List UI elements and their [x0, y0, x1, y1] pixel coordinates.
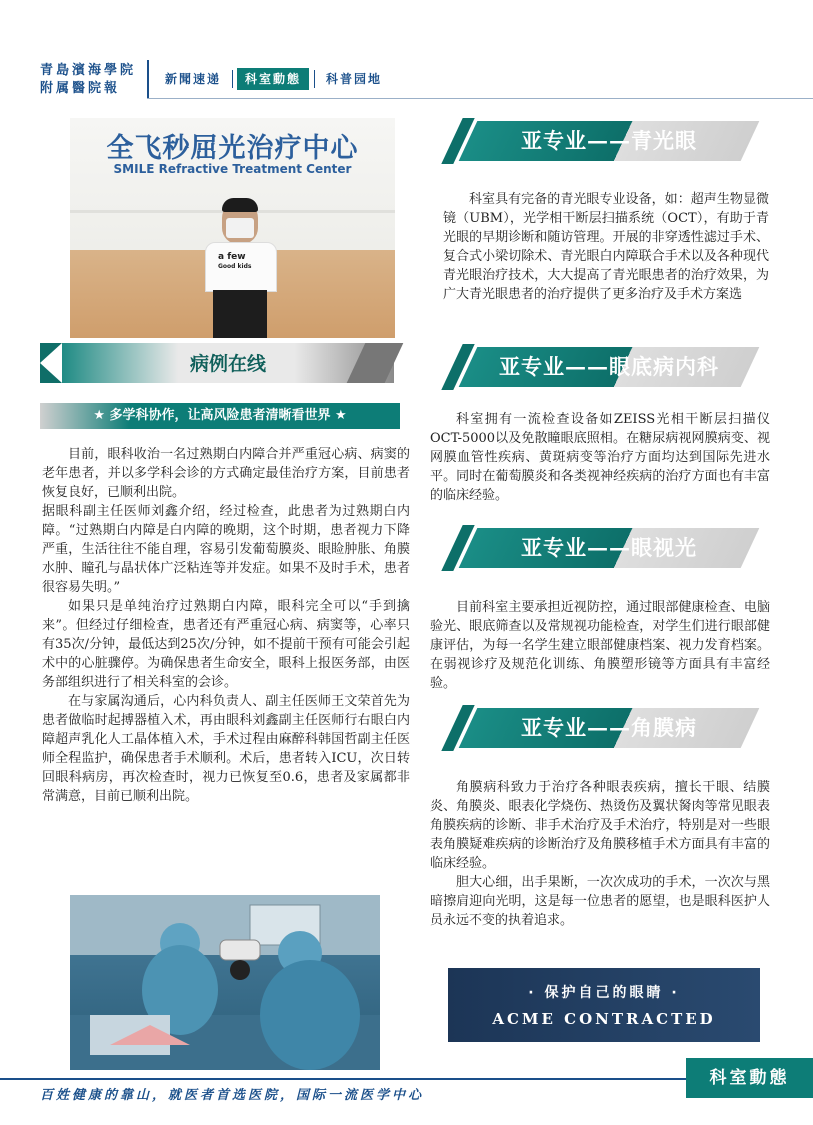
- brand-line-1: 青島濱海學院: [40, 63, 137, 78]
- case-paragraph-3: 如果只是单纯治疗过熟期白内障，眼科完全可以“手到擒来”。但经过仔细检查，患者还有严重冠心病、病窦等，心率只有35次/分钟，最低达到25次/分钟，如不提前干预有可能会引起术中的心脏骤停。为确保患者生命安全，眼科上报医务部，由医务部组织进行了相关科室的会诊。: [42, 599, 410, 690]
- section-text-cornea: [430, 778, 770, 930]
- footer-section-label: 科室動態: [709, 1068, 790, 1088]
- section-title-cornea: 亚专业——角膜病: [521, 715, 697, 740]
- section-title-glaucoma: 亚专业——青光眼: [521, 128, 697, 153]
- case-paragraph-2: 据眼科副主任医师刘鑫介绍，经过检查，此患者为过熟期白内障。“过熟期白内障是白内障的晚期，这个时期，患者视力下降严重，生活往往不能自理，容易引发葡萄膜炎、眼睑肿胀、角膜水肿、瞳孔与晶状体广泛粘连等并发症。如果不及时手术，患者很容易失明。”: [42, 504, 410, 595]
- case-banner-accent: [40, 363, 62, 383]
- section-title-optometry: 亚专业——眼视光: [521, 535, 697, 560]
- case-title: 病例在线: [189, 353, 266, 375]
- shirt-print-line-2: Good kids: [218, 263, 252, 270]
- surgery-photo: [70, 895, 380, 1070]
- glaucoma-paragraph: 科室具有完备的青光眼专业设备，如：超声生物显微镜（UBM），光学相干断层扫描系统（OCT），有助于青光眼的早期诊断和随访管理。开展的非穿透性滤过手术、复合式小梁切除术、青光眼白内障联合手术以及各种现代青光眼治疗技术，大大提高了青光眼患者的治疗效果，为广大青光眼患者的治疗提供了更多治疗及手术方案选: [443, 192, 769, 302]
- surgery-illustration: [70, 895, 380, 1070]
- cornea-paragraph-1: 角膜病科致力于治疗各种眼表疾病，擅长干眼、结膜炎、角膜炎、眼表化学烧伤、热烫伤及翼状胬肉等常见眼表角膜疾病的诊断、非手术治疗及手术治疗，特别是对一些眼表角膜疑难疾病的诊断治疗及角膜移植手术方面具有丰富的临床经验。: [430, 780, 770, 871]
- fundus-paragraph: 科室拥有一流检查设备如ZEISS光相干断层扫描仪OCT-5000以及免散瞳眼底照相。在糖尿病视网膜病变、视网膜血管性疾病、黄斑病变等治疗方面均达到国际先进水平。同时在葡萄膜炎和各类视神经疾病的治疗方面也有丰富的临床经验。: [430, 412, 770, 503]
- header-divider: [147, 60, 149, 98]
- nav-item-science[interactable]: 科普园地: [325, 72, 382, 86]
- section-title-fundus: 亚专业——眼底病内科: [499, 354, 719, 379]
- nav-item-news[interactable]: 新聞速递: [164, 72, 221, 86]
- nav-item-department[interactable]: 科室動態: [237, 68, 309, 90]
- shirt-print: [218, 252, 251, 272]
- case-paragraph-4: 在与家属沟通后，心内科负责人、副主任医师王文荣首先为患者做临时起搏器植入术，再由眼科刘鑫副主任医师行右眼白内障超声乳化人工晶体植入术，手术过程由麻醉科韩国哲副主任医师全程监护，确保患者手术顺利。术后，患者转入ICU，次日转回眼科病房，再次检查时，视力已恢复至0.6，患者及家属都非常满意，目前已顺利出院。: [42, 694, 410, 804]
- section-text-optometry: [430, 598, 770, 693]
- photo-sign-chinese: 全飞秒屈光治疗中心: [106, 133, 359, 164]
- shirt-print-line-1: a few: [218, 252, 246, 262]
- nav-separator: [232, 70, 233, 88]
- eye-care-card-subtitle: ACME CONTRACTED: [492, 1010, 716, 1028]
- section-banner-glaucoma: [452, 118, 752, 164]
- case-article: [42, 445, 410, 806]
- section-banner-optometry: [452, 525, 752, 571]
- header-rule: [147, 98, 813, 99]
- brand-line-2: 附属醫院報: [40, 81, 121, 96]
- face-mask: [226, 218, 254, 238]
- person-hair: [222, 198, 258, 212]
- case-paragraph-1: 目前，眼科收治一名过熟期白内障合并严重冠心病、病窦的老年患者，并以多学科会诊的方式确定最佳治疗方案，目前患者恢复良好，已顺利出院。: [42, 447, 410, 500]
- nav-separator: [314, 70, 315, 88]
- optometry-paragraph: 目前科室主要承担近视防控，通过眼部健康检查、电脑验光、眼底筛查以及常规视功能检查，对学生们进行眼部健康评估，为每一名学生建立眼部健康档案、视力发育档案。在弱视诊疗及规范化训练、角膜塑形镜等方面具有丰富经验。: [430, 600, 770, 691]
- smile-center-photo: [70, 118, 395, 338]
- footer-rule: [0, 1078, 690, 1080]
- footer-slogan: 百姓健康的靠山，就医者首选医院，国际一流医学中心: [40, 1088, 425, 1103]
- section-banner-cornea: [452, 705, 752, 751]
- eye-care-card-title: · 保护自己的眼睛 ·: [528, 985, 680, 1001]
- case-banner-accent: [40, 343, 62, 363]
- section-text-fundus: [430, 410, 770, 505]
- photo-sign-english: SMILE Refractive Treatment Center: [113, 162, 352, 176]
- cornea-paragraph-2: 胆大心细，出手果断，一次次成功的手术，一次次与黑暗擦肩迎向光明，这是每一位患者的愿望，也是眼科医护人员永远不变的执着追求。: [430, 875, 770, 928]
- section-text-glaucoma: [443, 190, 769, 304]
- person-pants: [213, 290, 267, 338]
- case-subtitle: ★ 多学科协作，让高风险患者清晰看世界 ★: [93, 408, 347, 423]
- section-banner-fundus: [452, 344, 752, 390]
- eye-care-card: [448, 968, 760, 1042]
- newspaper-brand: [40, 62, 150, 98]
